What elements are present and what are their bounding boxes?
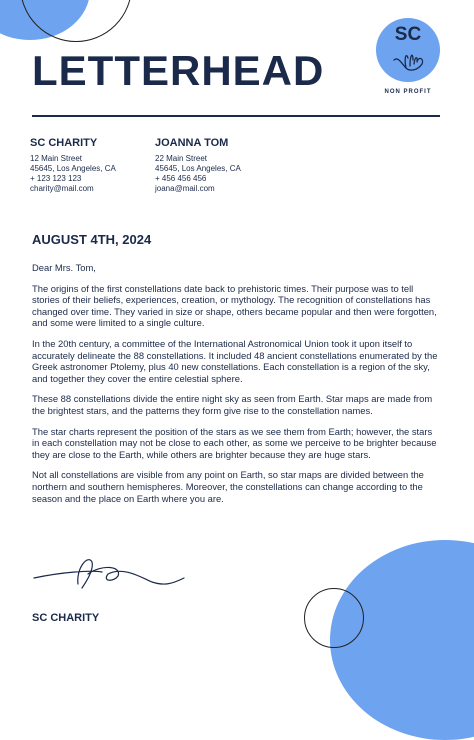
page-title: LETTERHEAD	[32, 47, 325, 94]
letter-date: AUGUST 4TH, 2024	[32, 232, 152, 247]
paragraph: The origins of the first constellations date back to prehistoric times. Their purpose was to tell stories of their beliefs, experiences, creation, or mythology. The recognition of constellations has changed over time. They varied in size or shape, others became popular and then were forgotten, and some were limited to a single culture.	[32, 282, 437, 329]
recipient-city: 45645, Los Angeles, CA	[155, 164, 241, 173]
signoff-name: SC CHARITY	[32, 612, 100, 624]
sender-phone: + 123 123 123	[30, 174, 82, 183]
sender-street: 12 Main Street	[30, 154, 83, 163]
recipient-name: JOANNA TOM	[155, 137, 229, 149]
paragraph: These 88 constellations divide the entire night sky as seen from Earth. Star maps are made from the brightest stars, and the patterns they form give rise to the constellation names.	[32, 393, 433, 416]
paragraph: Not all constellations are visible from any point on Earth, so star maps are divided between the northern and southern hemispheres. Moreover, the constellations can change according to the season and the place on Earth where you are.	[32, 469, 424, 504]
header-divider	[32, 115, 440, 117]
sender-email: charity@mail.com	[30, 184, 94, 193]
decorative-ring-bottom	[304, 588, 364, 648]
sender-name: SC CHARITY	[30, 137, 98, 149]
signature	[32, 548, 192, 594]
recipient-block	[155, 138, 241, 194]
sender-city: 45645, Los Angeles, CA	[30, 164, 116, 173]
logo-tagline: NON PROFIT	[384, 89, 432, 95]
logo-initials: SC	[394, 24, 422, 45]
paragraph: In the 20th century, a committee of the International Astronomical Union took it upon itself to accurately delineate the 88 constellations. It included 48 ancient constellations enumerated by the Greek astronomer Ptolemy, plus 40 new constellations. Each constellation is a region of the sky, and together they cover the entire celestial sphere.	[32, 337, 438, 384]
letter-body	[32, 262, 442, 513]
salutation: Dear Mrs. Tom,	[32, 262, 96, 273]
hand-icon	[390, 48, 428, 74]
recipient-phone: + 456 456 456	[155, 174, 207, 183]
recipient-street: 22 Main Street	[155, 154, 208, 163]
sender-block	[30, 138, 116, 194]
recipient-email: joana@mail.com	[155, 184, 215, 193]
paragraph: The star charts represent the position of the stars as we see them from Earth; however, the stars in each constellation may not be close to each other, as some we perceive to be brighter because they are close to the Earth, while others are brighter because they are huge stars.	[32, 425, 437, 460]
logo	[376, 18, 440, 82]
